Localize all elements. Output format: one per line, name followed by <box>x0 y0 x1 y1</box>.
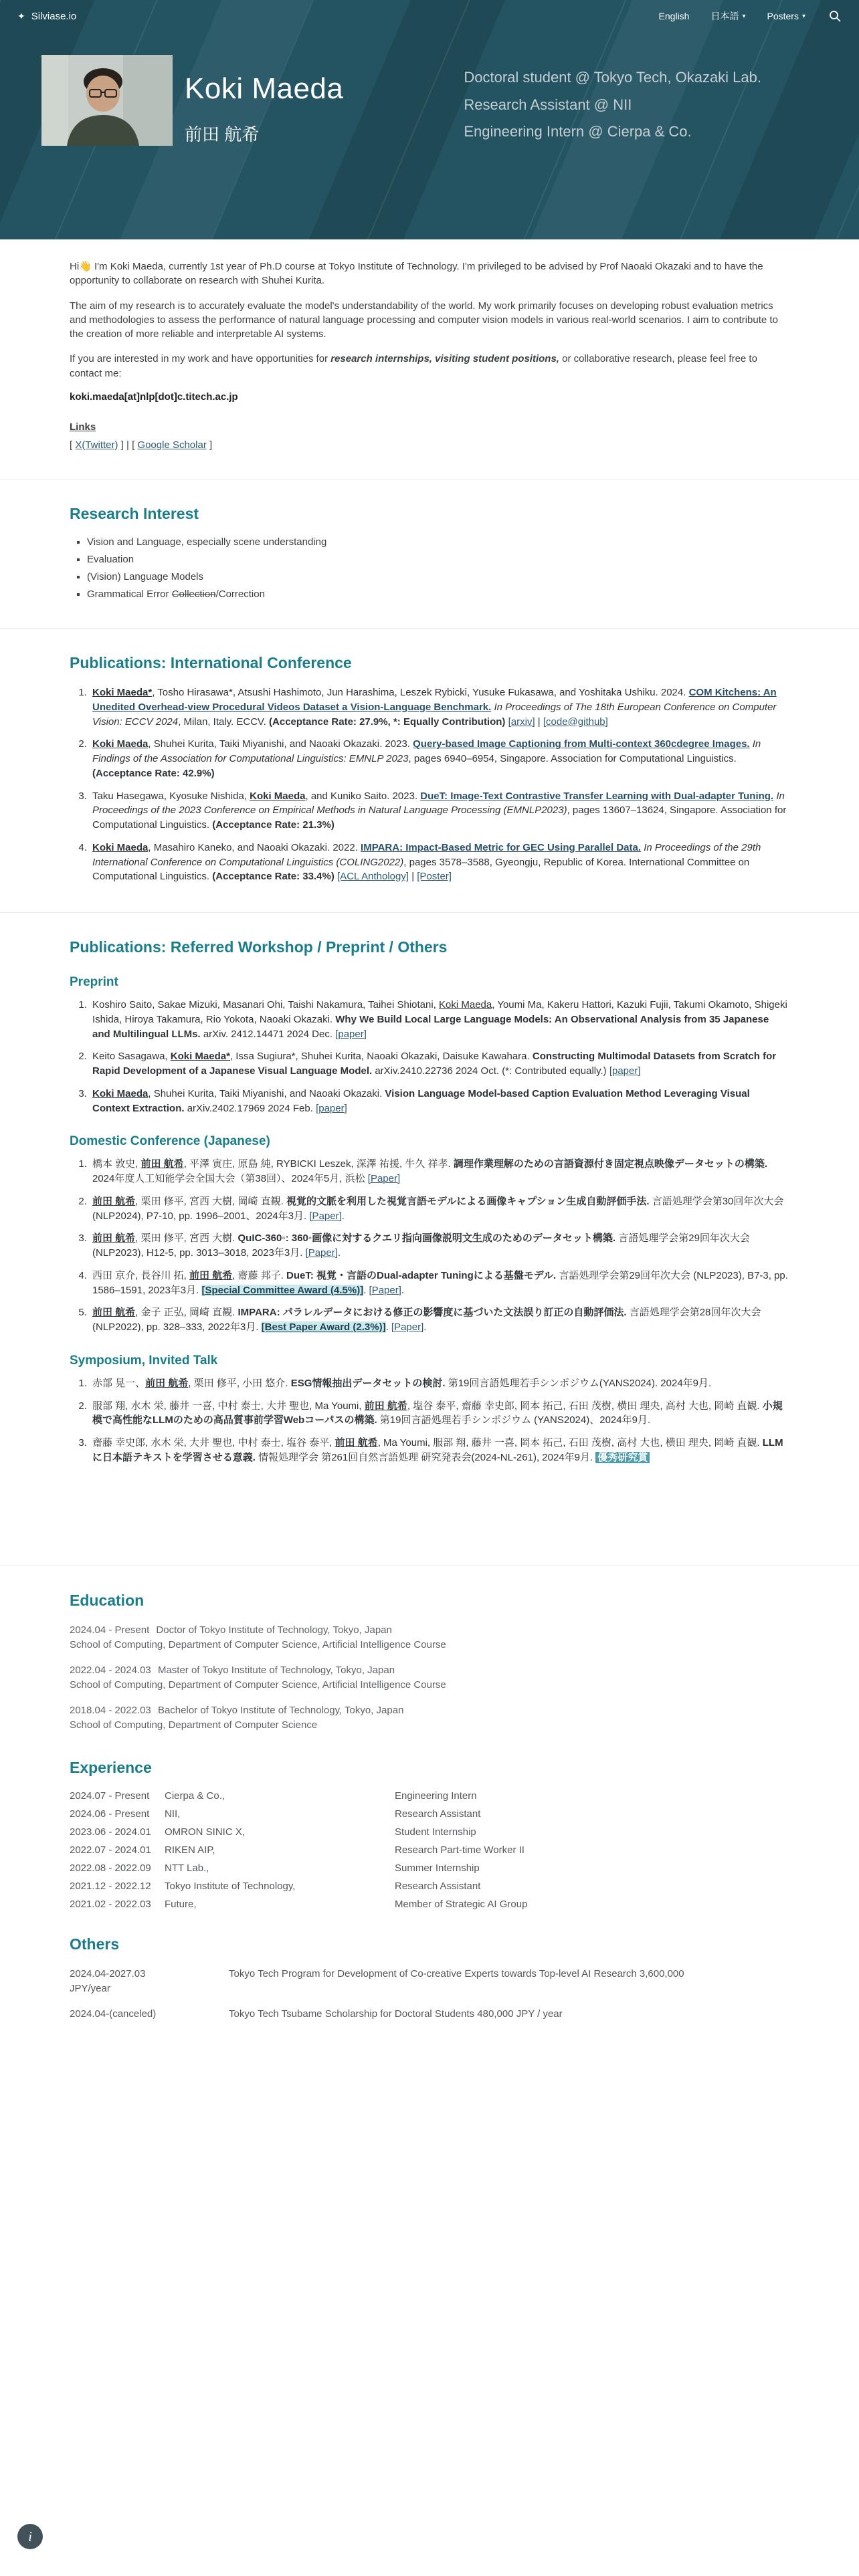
experience-row <box>70 1881 789 1892</box>
others-row <box>70 1967 789 1997</box>
text: 赤部 晃一、 <box>92 1377 146 1389</box>
text: , Youmi Ma, Kakeru Hattori, Kazuki Fujii, Takumi Okamoto, Shigeki Ishida, Hiroya Takamura, Rio Yokota, Naoaki Okazaki. <box>92 999 787 1025</box>
language-nav <box>659 9 842 23</box>
text: (Vision) Language Models <box>87 571 204 583</box>
section-title-others: Others <box>70 1935 120 1953</box>
publication-item <box>90 1087 789 1116</box>
text: 言語処理学会第29回年次大会 (NLP2023), H12-5, pp. 3013–3018, 2023年3月. <box>92 1232 750 1259</box>
experience-org: Tokyo Institute of Technology, <box>165 1880 296 1892</box>
section-divider <box>0 628 859 629</box>
education-detail: School of Computing, Department of Computer Science <box>70 1719 318 1731</box>
section-title-publications-other: Publications: Referred Workshop / Preprint / Others <box>70 938 448 956</box>
link[interactable]: [Paper] <box>309 1210 342 1222</box>
nav-item-japanese[interactable] <box>710 9 745 23</box>
text: , pages 3578–3588, Gyeongju, Republic of Korea. International Committee on Computational Linguistics. <box>92 856 750 883</box>
author-name: 前田 航希 <box>364 1400 407 1412</box>
text: | <box>409 871 417 883</box>
publication-item <box>90 737 789 780</box>
text: arXiv.2410.22736 2024 Oct. (*: Contributed equally.) <box>372 1065 609 1077</box>
link[interactable]: [Paper] <box>305 1247 338 1259</box>
experience-row <box>70 1862 789 1874</box>
contact-email[interactable]: koki.maeda[at]nlp[dot]c.titech.ac.jp <box>70 391 238 403</box>
text: . <box>337 1247 341 1259</box>
role-line: Engineering Intern @ Cierpa & Co. <box>464 123 692 140</box>
education-entry <box>70 1623 789 1653</box>
text: or collaborative research, please feel free to contact me: <box>70 353 757 379</box>
link[interactable]: [arxiv] <box>508 716 535 728</box>
text: , Ma Youmi, 服部 翔, 藤井 一喜, 岡本 拓己, 石田 茂樹, 高村 大也, 横田 理央, 岡崎 直観. <box>377 1437 763 1449</box>
research-interest-item <box>87 536 789 548</box>
social-links <box>70 439 789 451</box>
author-name: 前田 航希 <box>189 1269 233 1281</box>
strikethrough-text: Collection <box>171 588 216 601</box>
publication-list-international <box>70 685 789 884</box>
bold-text: Why We Build Local Large Language Models: An Observational Analysis from 35 Japanese and Multilingual LLMs. <box>92 1013 769 1040</box>
subsection-title-domestic: Domestic Conference (Japanese) <box>70 1134 270 1149</box>
link[interactable]: [paper] <box>335 1028 367 1040</box>
author-name: 前田 航希 <box>145 1377 189 1389</box>
section-title-experience: Experience <box>70 1758 152 1776</box>
education-detail: School of Computing, Department of Computer Science, Artificial Intelligence Course <box>70 1639 446 1651</box>
venue-text: In Proceedings of The 18th European Conference on Computer Vision: ECCV 2024 <box>92 701 777 728</box>
experience-period: 2022.07 - 2024.01 <box>70 1844 151 1856</box>
experience-period: 2021.12 - 2022.12 <box>70 1880 151 1892</box>
bold-text: (Acceptance Rate: 42.9%) <box>92 767 215 779</box>
site-title: Silviase.io <box>31 10 77 22</box>
experience-role: Engineering Intern <box>395 1790 477 1802</box>
award-badge[interactable]: 優秀研究賞 <box>595 1452 650 1463</box>
text: , Tosho Hirasawa*, Atsushi Hashimoto, Jun Harashima, Leszek Rybicki, Yusuke Fukasawa, and Yoshitaka Ushiku. 2024. <box>152 687 689 699</box>
publication-list-preprint <box>70 998 789 1115</box>
experience-role: Student Internship <box>395 1826 476 1838</box>
education-period: 2024.04 - Present <box>70 1624 150 1636</box>
experience-role: Member of Strategic AI Group <box>395 1898 528 1910</box>
author-name: 前田 航希 <box>92 1307 136 1319</box>
experience-org: NII, <box>165 1808 181 1820</box>
education-section <box>70 1592 789 1733</box>
nav-item-label: Posters <box>767 11 799 21</box>
author-name: Koki Maeda* <box>92 687 153 699</box>
text: ] | [ <box>118 439 138 451</box>
experience-org: NTT Lab., <box>165 1862 209 1874</box>
experience-row <box>70 1826 789 1838</box>
others-section <box>70 1935 789 2022</box>
link[interactable]: [code@github] <box>543 716 608 728</box>
publication-item <box>90 1049 789 1079</box>
text: , pages 13607–13624, Singapore. Association for Computational Linguistics. <box>92 804 787 831</box>
intro-paragraph <box>70 299 789 342</box>
text: 西田 京介, 長谷川 拓, <box>92 1269 190 1281</box>
publication-title-link[interactable]: Query-based Image Captioning from Multi-context 360cdegree Images. <box>413 738 750 750</box>
profile-photo <box>41 55 173 146</box>
experience-section <box>70 1759 789 1910</box>
publication-item <box>90 1269 789 1298</box>
text: 第19回言語処理若手シンポジウム (YANS2024)、2024年9月. <box>377 1414 651 1426</box>
chevron-down-icon: ▾ <box>801 12 805 20</box>
bold-text: 視覚的文脈を利用した視覚言語モデルによる画像キャプション生成自動評価手法. <box>286 1195 650 1207</box>
others-period: 2024.04-(canceled) <box>70 2008 157 2020</box>
text: . <box>363 1284 369 1296</box>
link[interactable]: [Paper] <box>369 1284 401 1296</box>
venue-text: In Proceedings of the 29th International Conference on Computational Linguistics (COLING2022) <box>92 841 761 868</box>
text: Evaluation <box>87 554 134 566</box>
role-list <box>464 64 761 146</box>
link[interactable]: [paper] <box>609 1065 641 1077</box>
experience-org: Cierpa & Co., <box>165 1790 225 1802</box>
research-interest-list <box>70 536 789 600</box>
publication-item <box>90 1231 789 1261</box>
nav-item-label: English <box>658 11 690 21</box>
info-icon: i <box>28 2528 32 2545</box>
text: , Shuhei Kurita, Taiki Miyanishi, and Naoaki Okazaki. 2023. <box>148 738 413 750</box>
bold-text: (Acceptance Rate: 33.4%) <box>212 871 335 883</box>
text: , Issa Sugiura*, Shuhei Kurita, Naoaki Okazaki, Daisuke Kawahara. <box>229 1051 533 1063</box>
role-line: Doctoral student @ Tokyo Tech, Okazaki Lab. <box>464 69 761 86</box>
author-name: 前田 航希 <box>335 1437 378 1449</box>
subsection-title-preprint: Preprint <box>70 975 118 990</box>
experience-role: Research Assistant <box>395 1808 481 1820</box>
experience-row <box>70 1899 789 1910</box>
author-name: Koki Maeda <box>92 738 149 750</box>
publication-item <box>90 1157 789 1186</box>
text: , Masahiro Kaneko, and Naoaki Okazaki. 2022. <box>148 841 361 853</box>
bold-text: IMPARA: パラレルデータにおける修正の影響度に基づいた文法誤り訂正の自動評価法. <box>237 1307 627 1319</box>
publication-list-domestic <box>70 1157 789 1335</box>
page-title: Koki Maeda <box>185 72 344 105</box>
nav-item-label: 日本語 <box>710 11 739 21</box>
text: | <box>535 716 543 728</box>
author-name: 前田 航希 <box>92 1232 136 1245</box>
text: . <box>423 1321 427 1333</box>
venue-text: In Findings of the Association for Computational Linguistics: EMNLP 2023 <box>92 738 761 765</box>
experience-period: 2021.02 - 2022.03 <box>70 1898 151 1910</box>
nav-item-english[interactable] <box>659 11 690 21</box>
research-interest-item <box>87 571 789 582</box>
experience-period: 2023.06 - 2024.01 <box>70 1826 151 1838</box>
experience-org: RIKEN AIP, <box>165 1844 215 1856</box>
link[interactable]: [Paper] <box>367 1173 401 1185</box>
experience-period: 2022.08 - 2022.09 <box>70 1862 151 1874</box>
text: arXiv. 2412.14471 2024 Dec. <box>200 1028 336 1040</box>
bold-text: 調理作業理解のための言語資源付き固定視点映像データセットの構築. <box>453 1158 767 1170</box>
text: , 金子 正弘, 岡崎 直観. <box>135 1307 238 1319</box>
intro-section <box>70 239 789 451</box>
bold-text: DueT: 視覚・言語のDual-adapter Tuningによる基盤モデル. <box>286 1269 557 1281</box>
bold-text: QuIC-360◦: 360◦画像に対するクエリ指向画像説明文生成のためのデータセット構築. <box>237 1232 616 1245</box>
publication-item <box>90 789 789 833</box>
text: 言語処理学会第29回年次大会 (NLP2023), B7-3, pp. 1586–1591, 2023年3月. <box>92 1269 788 1296</box>
subsection-title-symposium: Symposium, Invited Talk <box>70 1353 218 1368</box>
text: ] <box>206 439 213 451</box>
bold-text: ESG情報抽出データセットの検討. <box>290 1377 446 1389</box>
education-degree: Bachelor of Tokyo Institute of Technology, Tokyo, Japan <box>157 1704 404 1716</box>
link[interactable]: Google Scholar <box>137 439 207 451</box>
site-logo-icon: ✦ <box>17 10 25 21</box>
publications-other-section <box>70 938 789 1465</box>
publication-title-link[interactable]: DueT: Image-Text Contrastive Transfer Learning with Dual-adapter Tuning. <box>420 790 774 802</box>
hero-section <box>0 0 859 239</box>
text: . <box>385 1321 391 1333</box>
site-info-button[interactable] <box>17 2524 43 2549</box>
others-text: Tokyo Tech Tsubame Scholarship for Doctoral Students 480,000 JPY / year <box>229 2008 563 2020</box>
publications-international-section <box>70 654 789 884</box>
text: , 塩谷 泰平, 齋藤 幸史郎, 岡本 拓己, 石田 茂樹, 横田 理央, 高村 大也, 岡崎 直観. <box>407 1400 763 1412</box>
experience-role: Research Assistant <box>395 1880 481 1892</box>
text: Grammatical Error <box>87 588 172 601</box>
research-interest-item <box>87 588 789 600</box>
text: Hi👋 I'm Koki Maeda, currently 1st year of Ph.D course at Tokyo Institute of Technology. I'm privileged to be advised by Prof Naoaki Okazaki and to have the opportunity to collaborate on research with Shuhei Kurita. <box>70 261 763 287</box>
hero-content <box>0 32 859 146</box>
education-entry <box>70 1663 789 1693</box>
others-period: 2024.04-2027.03 <box>70 1967 146 1979</box>
text: Taku Hasegawa, Kyosuke Nishida, <box>92 790 250 802</box>
publication-item <box>90 1376 789 1391</box>
hero-names <box>185 55 343 146</box>
author-name: 前田 航希 <box>140 1158 184 1170</box>
education-detail: School of Computing, Department of Computer Science, Artificial Intelligence Course <box>70 1679 446 1691</box>
emphasis-text: research internships, visiting student positions, <box>330 353 559 365</box>
publication-item <box>90 841 789 884</box>
experience-row <box>70 1790 789 1802</box>
venue-text: In Proceedings of the 2023 Conference on Empirical Methods in Natural Language Processing (EMNLP2023) <box>92 790 785 817</box>
text: If you are interested in my work and have opportunities for <box>70 353 331 365</box>
chevron-down-icon: ▾ <box>742 12 746 20</box>
text: 2024年度人工知能学会全国大会（第38回）、2024年5月, 浜松 <box>92 1173 368 1185</box>
section-divider <box>0 912 859 913</box>
experience-role: Research Part-time Worker II <box>395 1844 524 1856</box>
intro-paragraph <box>70 259 789 288</box>
section-title-education: Education <box>70 1591 145 1609</box>
text: , pages 6940–6954, Singapore. Association for Computational Linguistics. <box>408 753 737 765</box>
publication-item <box>90 1436 789 1465</box>
publication-title-link[interactable]: COM Kitchens: An Unedited Overhead-view Procedural Videos Dataset a Vision-Language Benchmark. <box>92 687 777 713</box>
others-row <box>70 2007 789 2022</box>
intro-paragraph <box>70 352 789 381</box>
experience-row <box>70 1808 789 1820</box>
link[interactable]: [paper] <box>316 1102 347 1114</box>
bold-text: LLMに日本語テキストを学習させる意義. <box>92 1437 783 1463</box>
experience-org: Future, <box>165 1898 197 1910</box>
text: The aim of my research is to accurately evaluate the model's understandability of the world. My work primarily focuses on developing robust evaluation metrics and methodologies to assess the performance of natural language processing and computer vision models in various real-world scenarios. I aim to contribute to the creation of more reliable and interpretable AI systems. <box>70 300 778 340</box>
publication-item <box>90 998 789 1041</box>
text: Keito Sasagawa, <box>92 1051 171 1063</box>
author-name: Koki Maeda <box>92 1087 149 1099</box>
research-interest-item <box>87 554 789 565</box>
bold-text: (Acceptance Rate: 21.3%) <box>212 819 335 831</box>
publication-item <box>90 685 789 729</box>
award-link[interactable]: [Best Paper Award (2.3%)] <box>261 1321 386 1333</box>
text: , 栗田 修平, 宮西 大樹, 岡崎 直観. <box>135 1195 287 1207</box>
site-brand[interactable] <box>17 11 76 22</box>
text: , 齋藤 邦子. <box>232 1269 287 1281</box>
author-name: Koki Maeda <box>439 999 492 1011</box>
section-title-research-interest: Research Interest <box>70 505 199 523</box>
link[interactable]: [Poster] <box>417 871 452 883</box>
bold-text: 小規模で高性能なLLMのための高品質事前学習Webコーパスの構築. <box>92 1400 783 1426</box>
publication-list-symposium <box>70 1376 789 1465</box>
others-text: Tokyo Tech Program for Development of Co-creative Experts towards Top-level AI Research 3,600,000 <box>229 1967 684 1979</box>
publication-item <box>90 1194 789 1224</box>
text: 橋本 敦史, <box>92 1158 141 1170</box>
text: 齋藤 幸史郎, 水木 栄, 大井 聖也, 中村 泰士, 塩谷 泰平, <box>92 1437 335 1449</box>
text: Vision and Language, especially scene understanding <box>87 536 327 548</box>
text: . <box>401 1284 405 1296</box>
nav-item-posters[interactable] <box>767 11 806 21</box>
text: 言語処理学会第28回年次大会 (NLP2022), pp. 328–333, 2022年3月. <box>92 1307 761 1333</box>
publication-title-link[interactable]: IMPARA: Impact-Based Metric for GEC Using Parallel Data. <box>361 841 642 853</box>
link[interactable]: X(Twitter) <box>75 439 118 451</box>
text: arXiv.2402.17969 2024 Feb. <box>184 1102 316 1114</box>
text: 第19回言語処理若手シンポジウム(YANS2024). 2024年9月. <box>445 1377 712 1389</box>
name-japanese: 前田 航希 <box>185 124 260 144</box>
experience-period: 2024.06 - Present <box>70 1808 150 1820</box>
text: , 栗田 修平, 小田 悠介. <box>188 1377 291 1389</box>
text: 服部 翔, 水木 栄, 藤井 一喜, 中村 泰士, 大井 聖也, Ma Youmi, <box>92 1400 365 1412</box>
bold-text: (Acceptance Rate: 27.9%, *: Equally Contribution) <box>269 716 506 728</box>
education-period: 2018.04 - 2022.03 <box>70 1704 151 1716</box>
text: 言語処理学会第30回年次大会 (NLP2024), P7-10, pp. 1996–2001、2024年3月. <box>92 1195 784 1222</box>
education-entry <box>70 1703 789 1733</box>
top-navigation-bar <box>0 0 859 32</box>
author-name: 前田 航希 <box>92 1195 136 1207</box>
text: , Shuhei Kurita, Taiki Miyanishi, and Naoaki Okazaki. <box>148 1087 385 1099</box>
education-degree: Master of Tokyo Institute of Technology, Tokyo, Japan <box>157 1664 395 1676</box>
text: /Correction <box>215 588 265 601</box>
text: . <box>341 1210 345 1222</box>
link[interactable]: [ACL Anthology] <box>337 871 409 883</box>
author-name: Koki Maeda* <box>170 1051 230 1063</box>
author-name: Koki Maeda <box>92 841 149 853</box>
experience-role: Summer Internship <box>395 1862 480 1874</box>
text: 情報処理学会 第261回自然言語処理 研究発表会(2024-NL-261), 2024年9月. <box>255 1451 596 1463</box>
research-interest-section <box>70 505 789 600</box>
experience-org: OMRON SINIC X, <box>165 1826 246 1838</box>
bold-text: Constructing Multimodal Datasets from Scratch for Rapid Development of a Japanese Visual Language Model. <box>92 1051 777 1077</box>
links-heading: Links <box>70 421 96 433</box>
publication-item <box>90 1305 789 1335</box>
others-text-continued: JPY/year <box>70 1983 110 1995</box>
bold-text: Vision Language Model-based Caption Evaluation Method Leveraging Visual Context Extraction. <box>92 1087 750 1114</box>
text: , 平澤 寅庄, 原島 純, RYBICKI Leszek, 深澤 祐援, 牛久 祥孝. <box>183 1158 454 1170</box>
publication-item <box>90 1399 789 1428</box>
text: , and Kuniko Saito. 2023. <box>305 790 421 802</box>
role-line: Research Assistant @ NII <box>464 96 632 113</box>
link[interactable]: [Paper] <box>391 1321 424 1333</box>
text: , Milan, Italy. ECCV. <box>178 716 270 728</box>
education-degree: Doctor of Tokyo Institute of Technology, Tokyo, Japan <box>156 1624 392 1636</box>
text: , 栗田 修平, 宮西 大樹. <box>135 1232 238 1245</box>
section-title-publications-international: Publications: International Conference <box>70 654 352 672</box>
experience-row <box>70 1844 789 1856</box>
search-icon[interactable] <box>828 9 842 23</box>
education-period: 2022.04 - 2024.03 <box>70 1664 151 1676</box>
text: [ <box>70 439 76 451</box>
award-link[interactable]: [Special Committee Award (4.5%)] <box>201 1284 364 1296</box>
author-name: Koki Maeda <box>250 790 306 802</box>
experience-period: 2024.07 - Present <box>70 1790 150 1802</box>
text: Koshiro Saito, Sakae Mizuki, Masanari Ohi, Taishi Nakamura, Taihei Shiotani, <box>92 999 440 1011</box>
